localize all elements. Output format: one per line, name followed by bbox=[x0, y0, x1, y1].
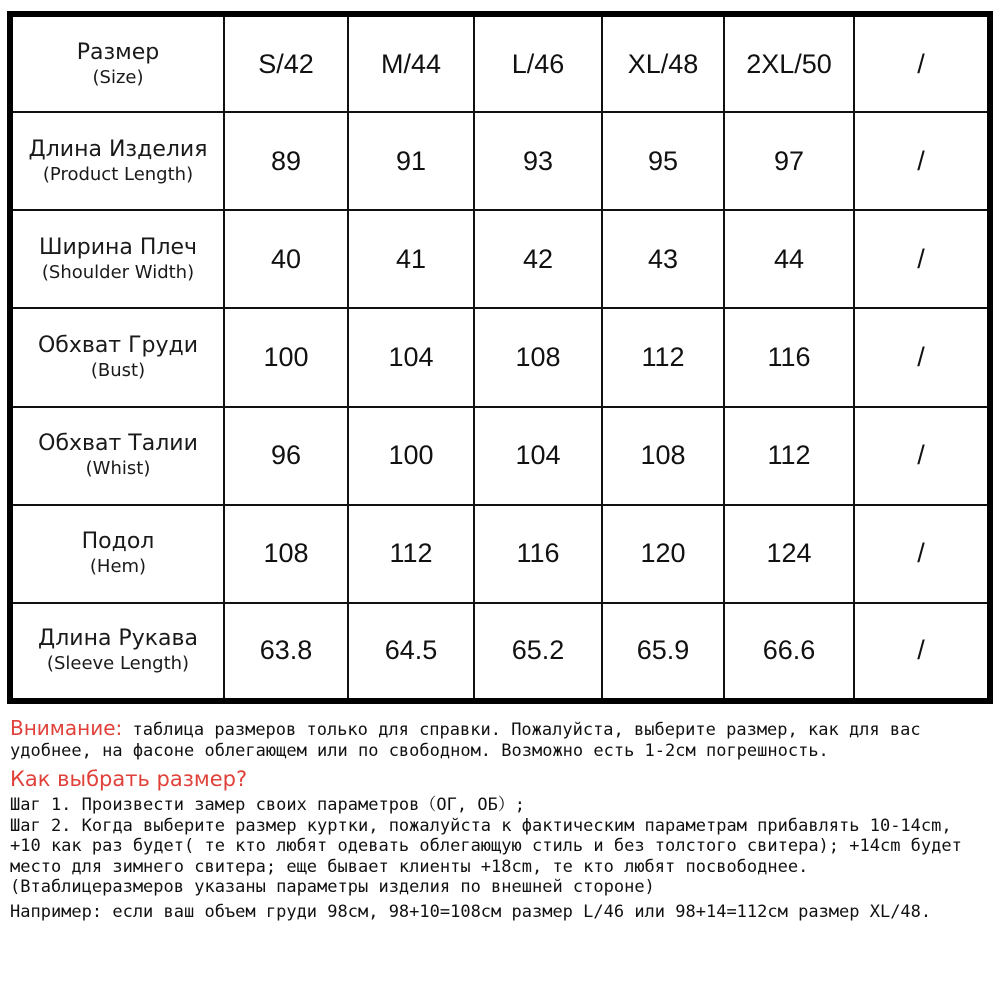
table-cell bbox=[348, 603, 474, 701]
row-label-ru: Обхват Талии bbox=[38, 431, 198, 457]
row-label-en: (Whist) bbox=[85, 458, 151, 480]
measurement-row-product-length bbox=[10, 112, 990, 210]
row-label-en: (Sleeve Length) bbox=[46, 653, 190, 675]
measurement-value: 43 bbox=[647, 243, 679, 274]
table-cell bbox=[348, 407, 474, 505]
step-2-text: Шаг 2. Когда выберите размер куртки, пожалуйста к фактическим параметрам прибавлять 10-14cm, +10 как раз будет( те кто любят одевать облегающую стиль и без толстого свитера); +14cm будет место для зимнего свитера; еще бывает клиенты +18cm, те кто любят посвободнее. (Втаблицеразмеров указаны параметры изделия по внешней стороне) bbox=[10, 815, 962, 897]
measurement-value: 112 bbox=[641, 341, 685, 372]
table-cell bbox=[224, 210, 348, 308]
size-header-row bbox=[10, 14, 990, 112]
table-cell bbox=[224, 505, 348, 603]
table-cell bbox=[224, 112, 348, 210]
row-label-cell bbox=[10, 407, 224, 505]
table-cell bbox=[474, 308, 602, 406]
table-cell bbox=[474, 603, 602, 701]
table-cell bbox=[602, 308, 724, 406]
measurement-row-shoulder-width bbox=[10, 210, 990, 308]
row-label-en: (Shoulder Width) bbox=[41, 261, 195, 283]
example-text: Например: если ваш объем груди 98см, 98+10=108см размер L/46 или 98+14=112см размер XL/48. bbox=[10, 901, 932, 922]
row-label-cell bbox=[10, 210, 224, 308]
how-to-choose-heading: Как выбрать размер? bbox=[10, 767, 248, 791]
table-cell bbox=[724, 603, 854, 701]
size-header-cell bbox=[224, 14, 348, 112]
size-header-cell bbox=[602, 14, 724, 112]
table-cell bbox=[474, 407, 602, 505]
row-label-ru: Ширина Плеч bbox=[38, 234, 198, 260]
table-cell bbox=[224, 407, 348, 505]
row-label-en: (Bust) bbox=[90, 359, 146, 381]
measurement-value: 63.8 bbox=[259, 635, 313, 666]
table-cell bbox=[854, 407, 990, 505]
table-cell bbox=[602, 112, 724, 210]
measurement-value: / bbox=[917, 538, 925, 569]
size-label: S/42 bbox=[258, 48, 314, 79]
measurement-value: 65.2 bbox=[511, 635, 565, 666]
measurement-value: 108 bbox=[263, 538, 309, 569]
table-cell bbox=[724, 407, 854, 505]
measurement-value: 100 bbox=[388, 440, 434, 471]
row-label-ru: Размер bbox=[76, 39, 160, 65]
measurement-value: 116 bbox=[767, 341, 811, 372]
table-cell bbox=[602, 505, 724, 603]
measurement-value: 93 bbox=[522, 145, 554, 176]
table-cell bbox=[348, 308, 474, 406]
table-cell bbox=[724, 112, 854, 210]
measurement-value: 112 bbox=[767, 440, 811, 471]
measurement-value: 104 bbox=[515, 440, 561, 471]
table-cell bbox=[348, 112, 474, 210]
table-cell bbox=[854, 210, 990, 308]
row-label-cell bbox=[10, 112, 224, 210]
attention-label: Внимание: bbox=[10, 716, 123, 740]
size-label: / bbox=[917, 48, 925, 79]
row-label-ru: Подол bbox=[81, 529, 155, 555]
measurement-value: 104 bbox=[388, 341, 434, 372]
measurement-value: 89 bbox=[270, 145, 302, 176]
measurement-value: 44 bbox=[773, 243, 805, 274]
row-label-en: (Product Length) bbox=[42, 163, 194, 185]
table-cell bbox=[348, 505, 474, 603]
measurement-value: / bbox=[917, 440, 925, 471]
measurement-value: 112 bbox=[389, 538, 433, 569]
row-label-en: (Hem) bbox=[89, 556, 147, 578]
row-label-ru: Длина Рукава bbox=[38, 626, 198, 652]
size-label: L/46 bbox=[511, 48, 565, 79]
table-cell bbox=[474, 112, 602, 210]
measurement-value: 120 bbox=[640, 538, 686, 569]
table-cell bbox=[602, 407, 724, 505]
row-label-cell bbox=[10, 505, 224, 603]
measurement-value: 40 bbox=[270, 243, 302, 274]
measurement-value: 42 bbox=[522, 243, 554, 274]
measurement-value: 96 bbox=[270, 440, 302, 471]
table-cell bbox=[602, 603, 724, 701]
measurement-value: 95 bbox=[647, 145, 679, 176]
table-cell bbox=[348, 210, 474, 308]
table-cell bbox=[602, 210, 724, 308]
measurement-value: 66.6 bbox=[762, 635, 816, 666]
measurement-value: / bbox=[917, 635, 925, 666]
measurement-value: / bbox=[917, 145, 925, 176]
measurement-row-bust bbox=[10, 308, 990, 406]
measurement-row-sleeve-length bbox=[10, 603, 990, 701]
row-label-cell bbox=[10, 14, 224, 112]
measurement-row-waist bbox=[10, 407, 990, 505]
size-header-cell bbox=[474, 14, 602, 112]
row-label-cell bbox=[10, 308, 224, 406]
measurement-value: 100 bbox=[263, 341, 309, 372]
measurement-value: 97 bbox=[773, 145, 805, 176]
table-cell bbox=[724, 505, 854, 603]
step-1-text: Шаг 1. Произвести замер своих параметров（ОГ, ОБ）; bbox=[10, 795, 526, 815]
table-cell bbox=[474, 505, 602, 603]
size-label: XL/48 bbox=[627, 48, 699, 79]
row-label-ru: Длина Изделия bbox=[28, 136, 208, 162]
table-cell bbox=[854, 112, 990, 210]
table-cell bbox=[224, 603, 348, 701]
measurement-row-hem bbox=[10, 505, 990, 603]
measurement-value: 65.9 bbox=[636, 635, 690, 666]
size-header-cell bbox=[348, 14, 474, 112]
attention-note bbox=[10, 718, 990, 761]
measurement-value: 108 bbox=[640, 440, 686, 471]
measurement-value: / bbox=[917, 341, 925, 372]
measurement-value: / bbox=[917, 243, 925, 274]
size-notes bbox=[10, 718, 990, 922]
measurement-value: 91 bbox=[395, 145, 427, 176]
measurement-value: 41 bbox=[395, 243, 427, 274]
measurement-value: 64.5 bbox=[384, 635, 438, 666]
attention-text: таблица размеров только для справки. Пожалуйста, выберите размер, как для вас удобнее, на фасоне облегающем или по свободном. Возможно есть 1-2см погрешность. bbox=[10, 720, 921, 761]
table-cell bbox=[724, 210, 854, 308]
table-cell bbox=[224, 308, 348, 406]
size-header-cell bbox=[724, 14, 854, 112]
size-header-cell bbox=[854, 14, 990, 112]
size-chart-table bbox=[7, 11, 993, 704]
table-cell bbox=[854, 603, 990, 701]
row-label-cell bbox=[10, 603, 224, 701]
table-cell bbox=[854, 505, 990, 603]
table-cell bbox=[854, 308, 990, 406]
size-label: M/44 bbox=[380, 48, 442, 79]
table-cell bbox=[474, 210, 602, 308]
measurement-value: 116 bbox=[516, 538, 560, 569]
row-label-ru: Обхват Груди bbox=[37, 332, 199, 358]
size-label: 2XL/50 bbox=[746, 48, 832, 79]
table-cell bbox=[724, 308, 854, 406]
row-label-en: (Size) bbox=[92, 66, 144, 88]
measurement-value: 124 bbox=[766, 538, 812, 569]
measurement-value: 108 bbox=[515, 341, 561, 372]
